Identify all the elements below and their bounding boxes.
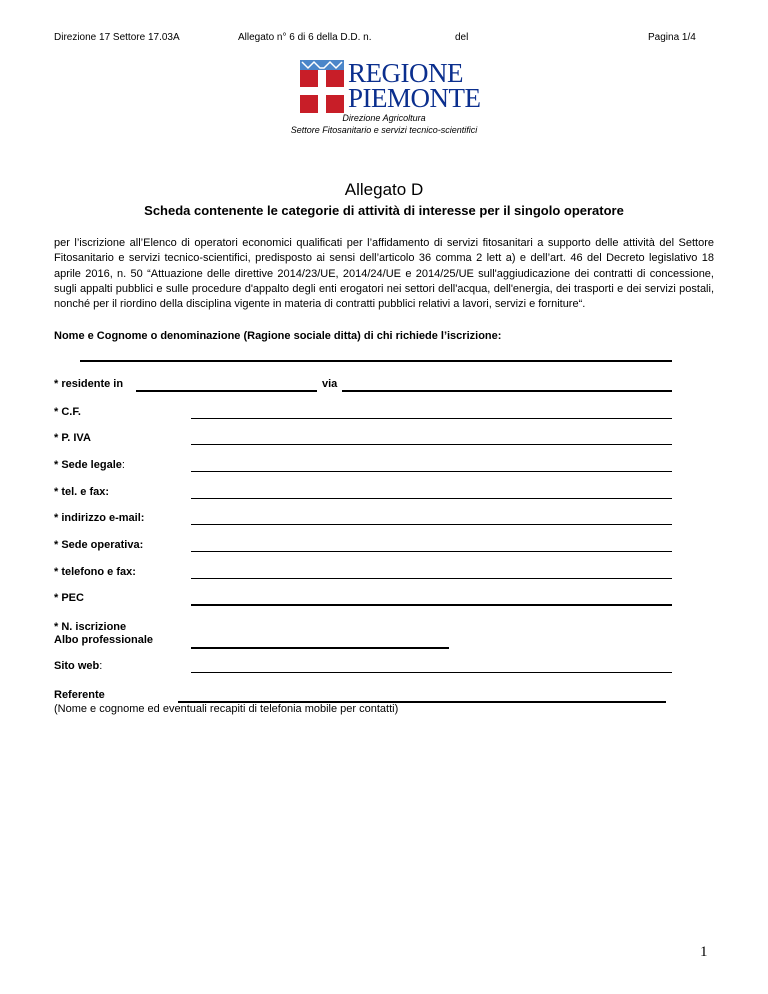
- header-directorate: Direzione 17 Settore 17.03A: [54, 32, 180, 43]
- field-label-email: * indirizzo e-mail:: [54, 512, 145, 524]
- department-name: Direzione Agricoltura: [342, 113, 426, 123]
- albo-label-line2: Albo professionale: [54, 634, 154, 646]
- header-date: del: [455, 32, 469, 43]
- field-line-piva[interactable]: [191, 444, 672, 445]
- field-label-sede-operativa: * Sede operativa:: [54, 539, 144, 551]
- referente-note: (Nome e cognome ed eventuali recapiti di telefonia mobile per contatti): [54, 703, 399, 715]
- document-title: Allegato D: [344, 180, 424, 199]
- field-line-tel-fax[interactable]: [191, 498, 672, 499]
- field-label-sede-legale-text: * Sede legale: [54, 459, 122, 471]
- field-label-tel-fax: * tel. e fax:: [54, 486, 110, 498]
- field-label-sede-legale: [54, 459, 125, 471]
- field-label-piva: * P. IVA: [54, 432, 91, 444]
- piemonte-coat-of-arms-icon: [300, 60, 344, 113]
- residence-city-line[interactable]: [136, 390, 317, 392]
- field-line-pec[interactable]: [191, 604, 672, 606]
- page-number: 1: [700, 944, 708, 960]
- applicant-name-label: Nome e Cognome o denominazione (Ragione sociale ditta) di chi richiede l’iscrizione:: [54, 330, 502, 342]
- field-line-telefono-fax[interactable]: [191, 578, 672, 579]
- department-sector: Settore Fitosanitario e servizi tecnico-scientifici: [290, 125, 478, 135]
- field-label-sede-legale-colon: :: [121, 459, 125, 471]
- logo-line-piemonte: PIEMONTE: [348, 83, 481, 113]
- header-allegato: Allegato n° 6 di 6 della D.D. n.: [238, 32, 372, 43]
- field-label-pec: * PEC: [54, 592, 84, 604]
- field-line-cf[interactable]: [191, 418, 672, 419]
- logo-line-regione: REGIONE: [348, 58, 463, 88]
- applicant-name-line[interactable]: [80, 360, 672, 362]
- website-label: [54, 660, 102, 672]
- albo-line[interactable]: [191, 647, 449, 649]
- albo-label-line1: * N. iscrizione: [54, 621, 127, 633]
- field-line-sede-operativa[interactable]: [191, 551, 672, 552]
- website-label-colon: :: [99, 660, 103, 672]
- field-label-telefono-fax: * telefono e fax:: [54, 566, 136, 578]
- referente-label: Referente: [54, 689, 105, 701]
- intro-paragraph: per l’iscrizione all’Elenco di operatori economici qualificati per l’affidamento di servizi fitosanitari a supporto delle attività del Settore Fitosanitario e servizi tecnico-scientifici, predisposto ai sensi dell’articolo 36 comma 2 lett a) e dell’art. 46 del Decreto legislativo 18 aprile 2016, n. 50 “Attuazione delle direttive 2014/23/UE, 2014/24/UE e 2014/25/UE sull'aggiudicazione dei contratti di concessione, sugli appalti pubblici e sulle procedure d'appalto degli enti erogatori nei settori dell'acqua, dell'energia, dei trasporti e dei servizi postali, nonché per il riordino della disciplina vigente in materia di contratti pubblici relativi a lavori, servizi e forniture“.: [54, 237, 714, 311]
- residence-street-line[interactable]: [342, 390, 672, 392]
- residence-label: * residente in: [54, 378, 124, 390]
- website-label-text: Sito web: [54, 660, 100, 672]
- residence-via-label: via: [322, 378, 338, 390]
- header-page: Pagina 1/4: [648, 32, 696, 43]
- field-line-sede-legale[interactable]: [191, 471, 672, 472]
- website-line[interactable]: [191, 672, 672, 673]
- field-line-email[interactable]: [191, 524, 672, 525]
- regione-piemonte-logo: [300, 60, 486, 113]
- field-label-cf: * C.F.: [54, 406, 81, 418]
- document-subtitle: Scheda contenente le categorie di attività di interesse per il singolo operatore: [144, 203, 624, 218]
